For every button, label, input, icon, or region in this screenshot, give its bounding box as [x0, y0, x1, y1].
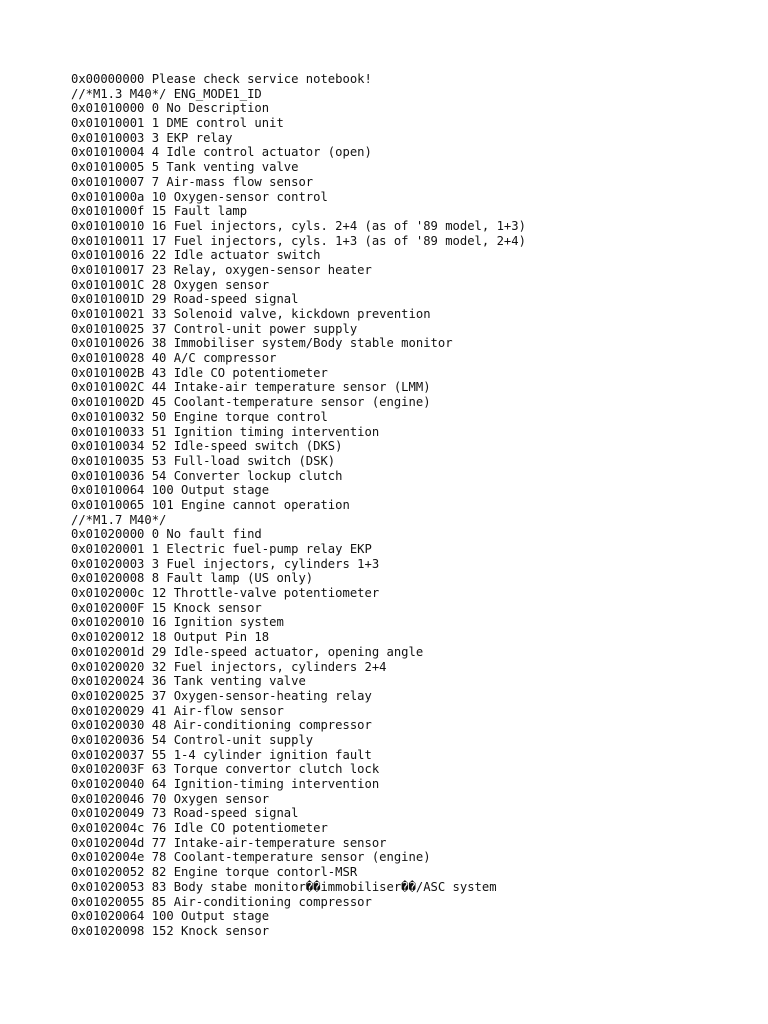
- document-line: 0x01010034 52 Idle-speed switch (DKS): [71, 439, 343, 454]
- document-line: 0x01010010 16 Fuel injectors, cyls. 2+4 (as of '89 model, 1+3): [71, 218, 526, 233]
- document-line: 0x01020036 54 Control-unit supply: [71, 732, 314, 747]
- document-line: 0x01020046 70 Oxygen sensor: [71, 791, 270, 806]
- document-line: 0x01020000 0 No fault find: [71, 527, 262, 542]
- document-line: 0x01020030 48 Air-conditioning compressor: [71, 718, 372, 733]
- document-line: 0x0102001d 29 Idle-speed actuator, opening angle: [71, 644, 424, 659]
- document-line: 0x0101002C 44 Intake-air temperature sensor (LMM): [71, 380, 431, 395]
- document-line: 0x0102000F 15 Knock sensor: [71, 600, 262, 615]
- document-line: 0x01020098 152 Knock sensor: [71, 923, 270, 938]
- document-line: 0x0102004e 78 Coolant-temperature sensor (engine): [71, 850, 431, 865]
- document-line: 0x01010004 4 Idle control actuator (open): [71, 145, 372, 160]
- document-line: 0x01010064 100 Output stage: [71, 483, 270, 498]
- document-line: 0x01020010 16 Ignition system: [71, 615, 284, 630]
- document-line: 0x0102000c 12 Throttle-valve potentiometer: [71, 586, 380, 601]
- document-line: 0x01010005 5 Tank venting valve: [71, 160, 299, 175]
- document-line: 0x01010036 54 Converter lockup clutch: [71, 468, 343, 483]
- document-line: //*M1.7 M40*/: [71, 512, 167, 527]
- document-line: 0x01020020 32 Fuel injectors, cylinders 2+4: [71, 659, 387, 674]
- document-line: 0x01010007 7 Air-mass flow sensor: [71, 174, 314, 189]
- document-line: 0x01020049 73 Road-speed signal: [71, 806, 299, 821]
- document-line: 0x01010001 1 DME control unit: [71, 116, 284, 131]
- document-line: 0x0102004d 77 Intake-air-temperature sensor: [71, 835, 387, 850]
- document-line: 0x0101000f 15 Fault lamp: [71, 204, 248, 219]
- document-line: 0x01010033 51 Ignition timing intervention: [71, 424, 380, 439]
- document-line: 0x01010032 50 Engine torque control: [71, 409, 328, 424]
- document-line: 0x01020040 64 Ignition-timing intervention: [71, 777, 380, 791]
- document-line: 0x0101001D 29 Road-speed signal: [71, 292, 299, 307]
- document-line: 0x01020024 36 Tank venting valve: [71, 674, 306, 689]
- document-line: 0x01010035 53 Full-load switch (DSK): [71, 453, 336, 468]
- document-line: 0x01020008 8 Fault lamp (US only): [71, 571, 314, 586]
- document-line: 0x01020037 55 1-4 cylinder ignition fault: [71, 747, 372, 762]
- document-line: 0x01020029 41 Air-flow sensor: [71, 703, 284, 718]
- document-line: 0x00000000 Please check service notebook!: [71, 72, 372, 86]
- document-line: 0x01020025 37 Oxygen-sensor-heating relay: [71, 688, 372, 703]
- document-line: //*M1.3 M40*/ ENG_MODE1_ID: [71, 86, 262, 101]
- document-line: 0x01010003 3 EKP relay: [71, 130, 233, 145]
- document-line: 0x01010000 0 No Description: [71, 101, 270, 116]
- document-line: 0x0101002B 43 Idle CO potentiometer: [71, 365, 328, 380]
- document-line: 0x01010065 101 Engine cannot operation: [71, 497, 350, 512]
- document-line: 0x0101001C 28 Oxygen sensor: [71, 277, 270, 292]
- document-line: 0x01010025 37 Control-unit power supply: [71, 321, 358, 336]
- document-line: 0x01010017 23 Relay, oxygen-sensor heater: [71, 262, 372, 277]
- document-line: 0x01010026 38 Immobiliser system/Body stable monitor: [71, 336, 453, 351]
- document-line: 0x01020003 3 Fuel injectors, cylinders 1+3: [71, 556, 380, 571]
- document-line: 0x0102003F 63 Torque convertor clutch lock: [71, 762, 380, 777]
- document-line: 0x01020052 82 Engine torque contorl-MSR: [71, 865, 358, 880]
- document-line: 0x01020064 100 Output stage: [71, 909, 270, 924]
- document-line: 0x01020053 83 Body stabe monitor��immobiliser��/ASC system: [71, 879, 497, 894]
- document-line: 0x01010021 33 Solenoid valve, kickdown prevention: [71, 307, 431, 321]
- document-page: [71, 72, 761, 939]
- document-line: 0x0101000a 10 Oxygen-sensor control: [71, 189, 328, 204]
- document-line: 0x01010016 22 Idle actuator switch: [71, 248, 321, 263]
- document-line: 0x01020001 1 Electric fuel-pump relay EKP: [71, 542, 372, 556]
- document-line: 0x01010028 40 A/C compressor: [71, 351, 277, 366]
- document-line: 0x0101002D 45 Coolant-temperature sensor (engine): [71, 395, 431, 410]
- document-line: 0x01020055 85 Air-conditioning compressor: [71, 894, 372, 909]
- document-line: 0x0102004c 76 Idle CO potentiometer: [71, 821, 328, 836]
- document-line: 0x01020012 18 Output Pin 18: [71, 630, 270, 645]
- document-line: 0x01010011 17 Fuel injectors, cyls. 1+3 (as of '89 model, 2+4): [71, 233, 526, 248]
